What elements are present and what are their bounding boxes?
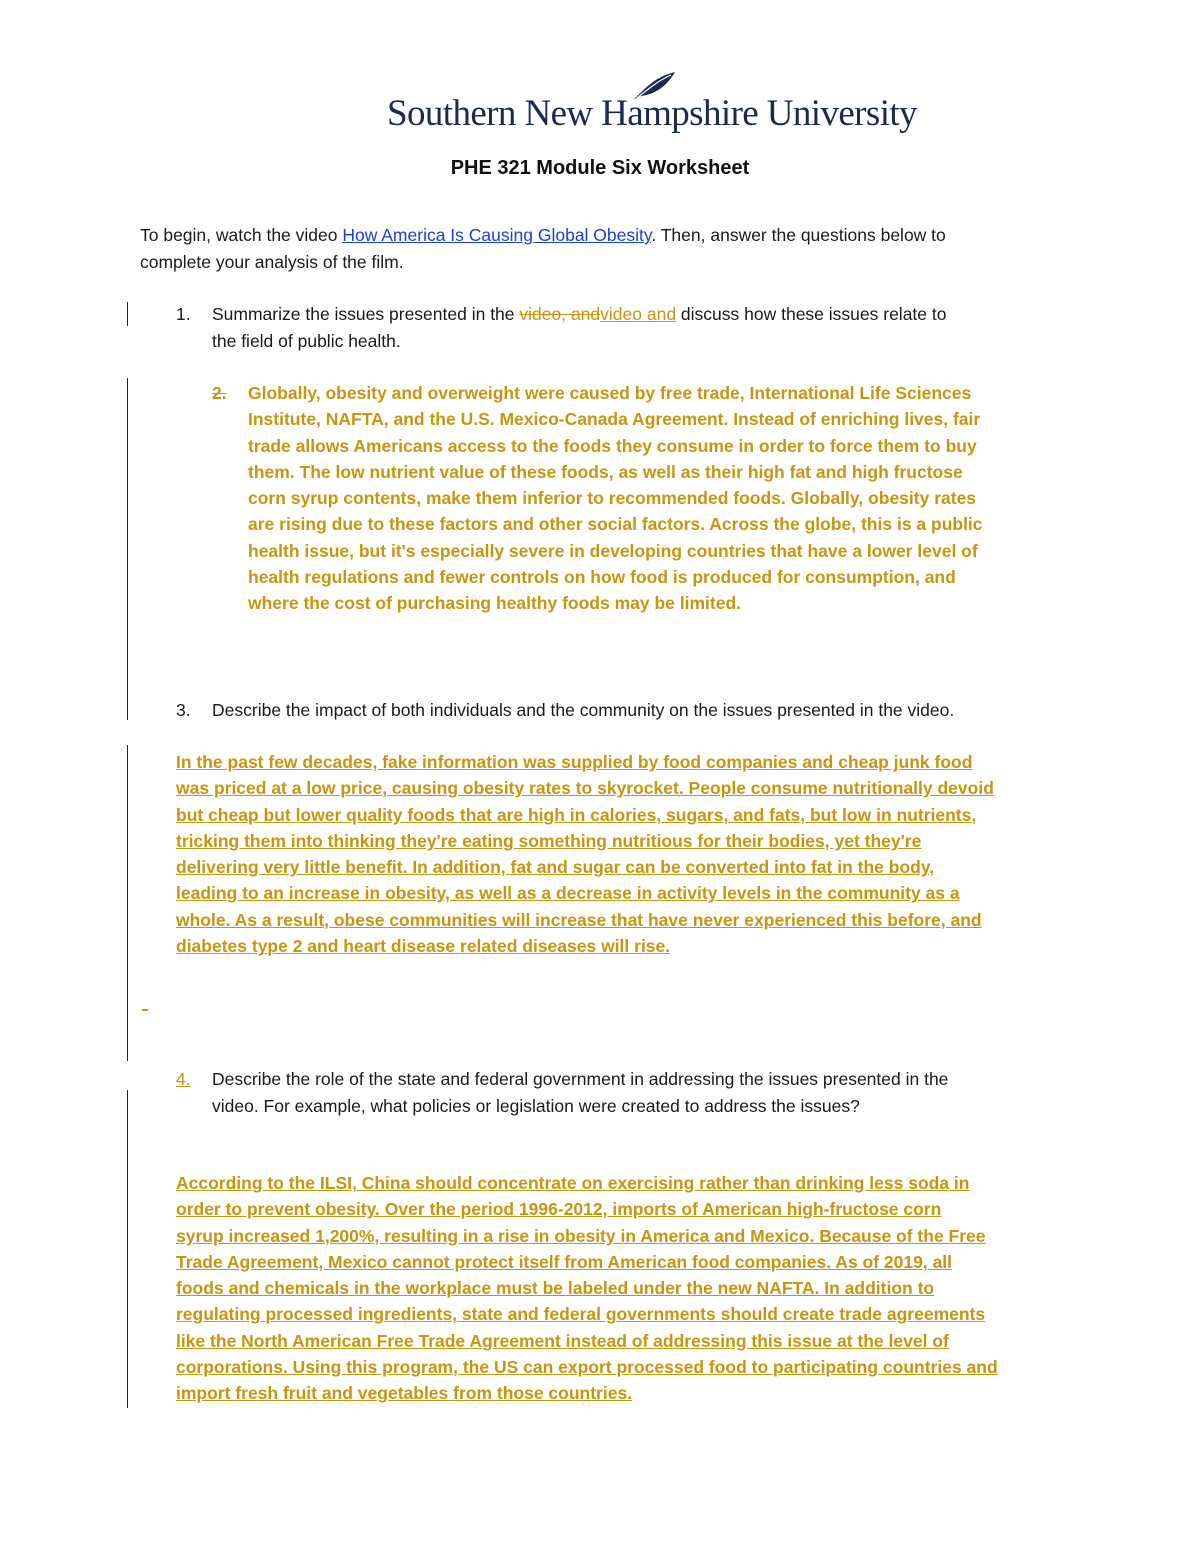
deleted-number: 2. [212, 383, 227, 403]
answer-line: import fresh fruit and vegetables from those countries. [176, 1383, 633, 1404]
answer-line: was priced at a low price, causing obesity rates to skyrocket. People consume nutritionally devoid [176, 778, 994, 799]
answer-line: are rising due to these factors and other social factors. Across the globe, this is a public [248, 514, 983, 535]
intro-prefix: To begin, watch the video [140, 225, 343, 245]
answer-line: In the past few decades, fake information was supplied by food companies and cheap junk food [176, 752, 973, 772]
answer-line: whole. As a result, obese communities will increase that have never experienced this before, and [176, 909, 982, 930]
answer-line: tricking them into thinking they're eating something nutritious for their bodies, yet they're [176, 830, 922, 851]
change-bar [127, 378, 128, 720]
answer-line: corn syrup contents, make them inferior to recommended foods. Globally, obesity rates [248, 488, 977, 509]
answer-line: health issue, but it's especially severe in developing countries that have a lower level of [248, 540, 978, 561]
answer-line: Institute, NAFTA, and the U.S. Mexico-Canada Agreement. Instead of enriching lives, fair [248, 409, 981, 430]
university-logo [387, 70, 917, 140]
page-title: PHE 321 Module Six Worksheet [450, 157, 750, 179]
deleted-text: video, and [519, 304, 601, 324]
answer-line: diabetes type 2 and heart disease related diseases will rise. [176, 936, 671, 957]
question-number: 1. [176, 304, 191, 324]
question-number: 4. [176, 1069, 191, 1089]
answer-line: Globally, obesity and overweight were caused by free trade, International Life Sciences [248, 383, 972, 403]
question-text-line2: video. For example, what policies or legislation were created to address the issues? [212, 1096, 860, 1116]
answer-line: leading to an increase in obesity, as well as a decrease in activity levels in the community as a [176, 883, 960, 904]
question-text-line2: the field of public health. [212, 331, 401, 351]
answer-line: foods and chemicals in the workplace must be labeled under the new NAFTA. In addition to [176, 1278, 935, 1299]
question-number: 3. [176, 700, 191, 720]
change-bar [127, 1090, 128, 1408]
answer-3 [176, 749, 994, 959]
answer-line: like the North American Free Trade Agreement instead of addressing this issue at the level of [176, 1330, 949, 1351]
intro-suffix: . Then, answer the questions below to [651, 225, 946, 245]
answer-line: where the cost of purchasing healthy foods may be limited. [248, 593, 742, 614]
question-text: Describe the role of the state and federal government in addressing the issues presented in the [212, 1069, 949, 1089]
answer-line: corporations. Using this program, the US can export processed food to participating countries and [176, 1357, 998, 1378]
answer-line: order to prevent obesity. Over the period 1996-2012, imports of American high-fructose corn [176, 1199, 942, 1220]
answer-line: Trade Agreement, Mexico cannot protect itself from American food companies. As of 2019, all [176, 1251, 953, 1272]
answer-line: regulating processed ingredients, state and federal governments should create trade agreements [176, 1304, 986, 1325]
change-bar [127, 302, 128, 326]
answer-line: health regulations and fewer controls on how food is produced for consumption, and [248, 567, 956, 588]
answer-4 [176, 1170, 998, 1407]
answer-line: According to the ILSI, China should concentrate on exercising rather than drinking less soda in [176, 1173, 970, 1193]
change-bar [127, 745, 128, 1061]
answer-line: syrup increased 1,200%, resulting in a rise in obesity in America and Mexico. Because of the Free [176, 1225, 986, 1246]
answer-line: trade allows Americans access to the foods they consume in order to force them to buy [248, 435, 977, 456]
answer-line: them. The low nutrient value of these foods, as well as their high fat and high fructose [248, 461, 963, 482]
answer-line: delivering very little benefit. In addition, fat and sugar can be converted into fat in the body, [176, 857, 935, 878]
video-link[interactable]: How America Is Causing Global Obesity [342, 225, 652, 245]
inserted-mark [142, 1009, 148, 1011]
inserted-text: video and [600, 304, 677, 324]
logo-text: Southern New Hampshire University [387, 93, 917, 134]
intro-paragraph [140, 222, 946, 276]
intro-line2: complete your analysis of the film. [140, 252, 404, 272]
answer-line: but cheap but lower quality foods that are high in calories, sugars, and fats, but low in nutrients, [176, 804, 977, 825]
question-text: Summarize the issues presented in the [212, 304, 520, 324]
question-text: discuss how these issues relate to [676, 304, 947, 324]
question-text: Describe the impact of both individuals and the community on the issues presented in the video. [212, 700, 955, 720]
